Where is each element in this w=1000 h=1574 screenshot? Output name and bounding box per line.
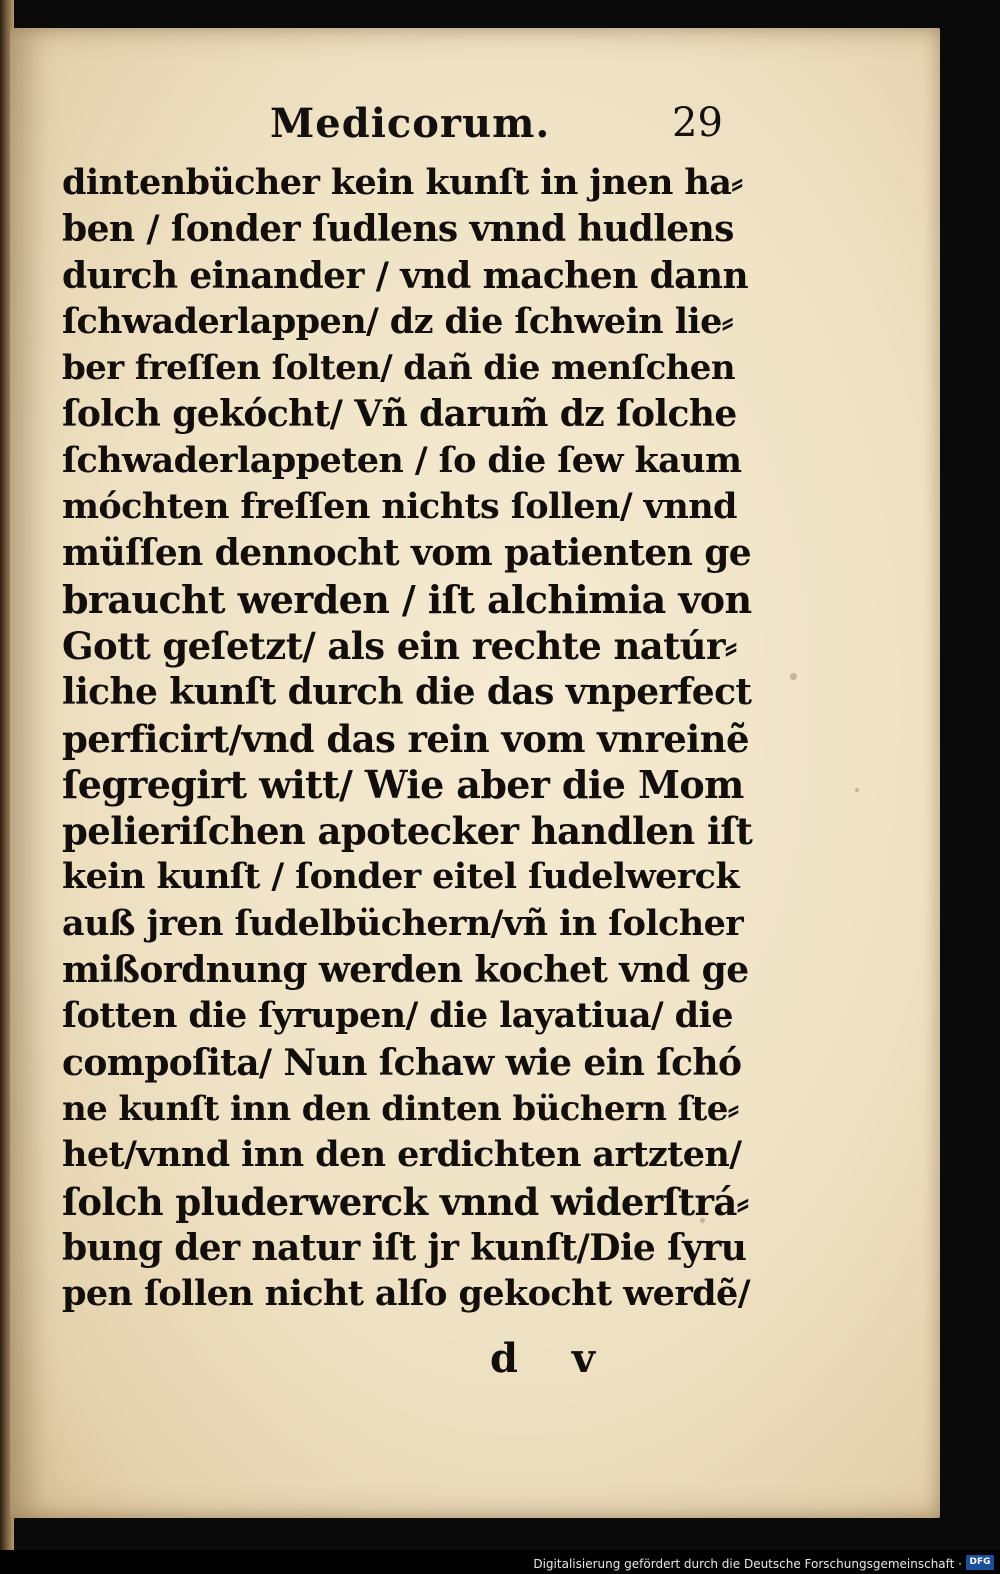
text-line: Gott geſetzt/ als ein rechte natúr⸗ xyxy=(62,623,737,668)
text-line: ne kunſt inn den dinten büchern ſte⸗ xyxy=(62,1088,739,1129)
text-block xyxy=(62,160,752,1317)
text-line: het/vnnd inn den erdichten artzten/ xyxy=(62,1134,742,1176)
text-line: mißordnung werden kochet vnd ge xyxy=(62,949,749,992)
text-line: müſſen dennocht vom patienten ge xyxy=(62,532,752,575)
text-line: ber freſſen ſolten/ dañ die menſchen xyxy=(62,348,735,389)
text-line: ben / ſonder ſudlens vnnd hudlens xyxy=(62,208,734,251)
text-line: durch einander / vnd machen dann xyxy=(62,254,749,297)
footer-bar xyxy=(0,1550,1000,1574)
text-line: braucht werden / iſt alchimia von xyxy=(62,576,752,622)
text-line: ſchwaderlappen/ dz die ſchwein lie⸗ xyxy=(62,300,733,342)
text-line: pelieriſchen apotecker handlen iſt xyxy=(62,809,753,854)
funding-credit: Digitalisierung gefördert durch die Deutsche Forschungsgemeinschaft · xyxy=(533,1557,962,1571)
text-line: compoſita/ Nun ſchaw wie ein ſchó xyxy=(62,1041,742,1084)
page-header xyxy=(270,100,750,162)
paper-stain xyxy=(855,788,859,792)
text-line: bung der natur iſt jr kunſt/Die ſyru xyxy=(62,1226,747,1269)
text-line: liche kunſt durch die das vnperfect xyxy=(62,671,752,714)
text-line: ſolch pluderwerck vnnd widerſtrá⸗ xyxy=(62,1179,749,1224)
text-line: auß jren ſudelbüchern/vñ in ſolcher xyxy=(62,902,744,944)
running-title: Medicorum. xyxy=(270,100,551,147)
dfg-logo: DFG xyxy=(966,1555,994,1570)
text-line: ſchwaderlappeten / ſo die ſew kaum xyxy=(62,439,742,481)
text-line: pen ſollen nicht alſo gekocht werdẽ/ xyxy=(62,1273,750,1315)
signature-mark: d v xyxy=(490,1335,596,1382)
text-line: dintenbücher kein kunſt in jnen ha⸗ xyxy=(62,162,743,203)
text-line: ſotten die ſyrupen/ die layatiua/ die xyxy=(62,995,733,1037)
page-number: 29 xyxy=(672,100,723,146)
text-line: ſolch gekócht/ Vñ darum̃ dz ſolche xyxy=(62,393,737,436)
text-line: ſegregirt witt/ Wie aber die Mom xyxy=(62,761,744,807)
text-line: perficirt/vnd das rein vom vnreinẽ xyxy=(62,716,749,761)
text-line: kein kunſt / ſonder eitel ſudelwerck xyxy=(62,856,739,898)
paper-stain xyxy=(790,673,797,680)
text-line: móchten freſſen nichts ſollen/ vnnd xyxy=(62,486,737,528)
